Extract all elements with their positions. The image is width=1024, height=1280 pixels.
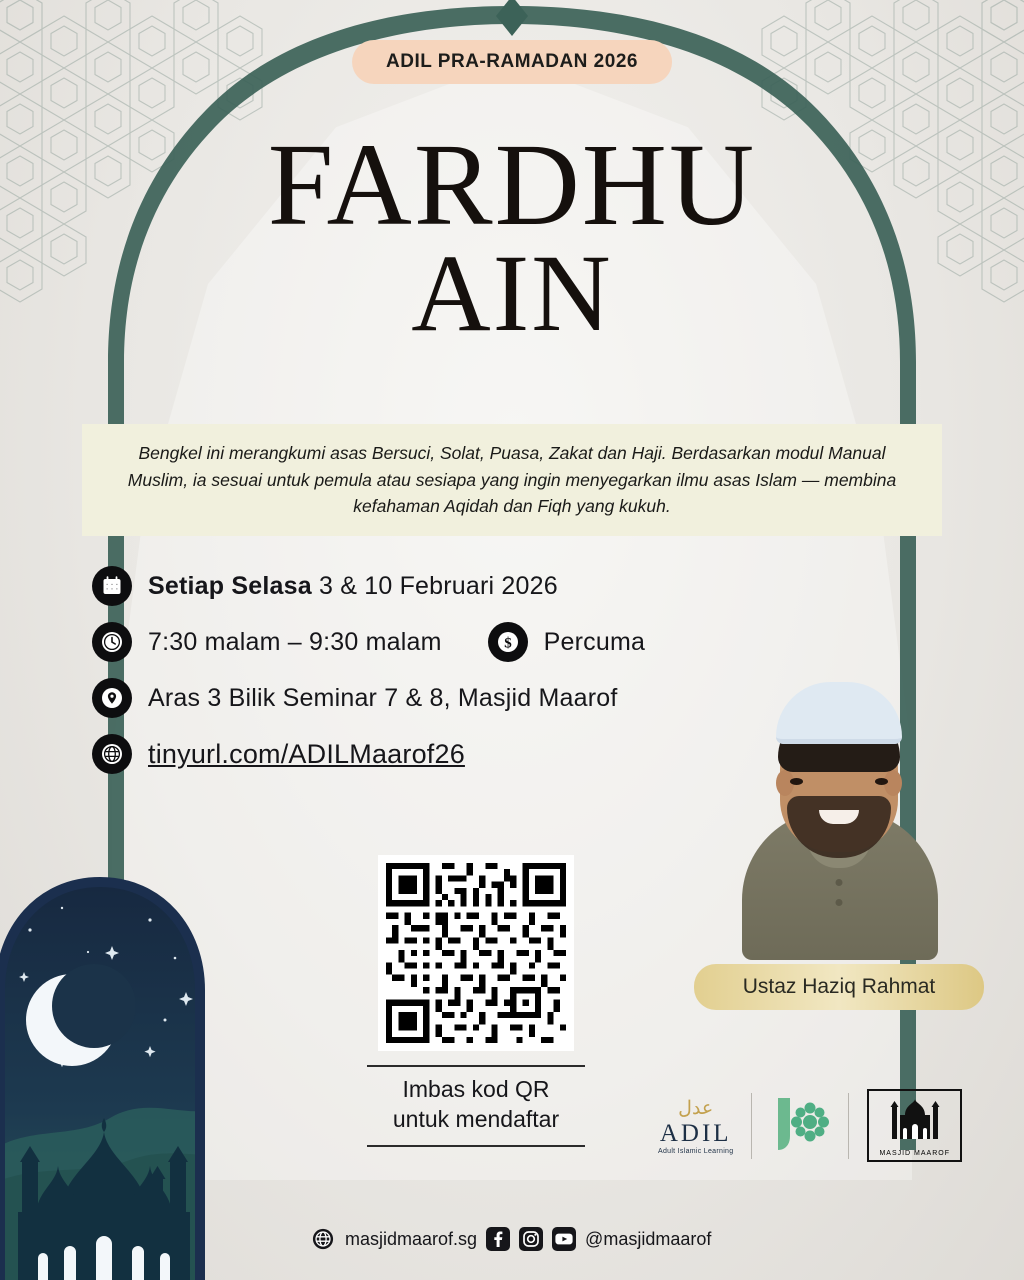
speaker-eye-left <box>790 778 803 785</box>
page-title <box>0 119 1024 355</box>
speaker-button-1 <box>836 879 843 886</box>
dollar-icon <box>488 622 528 662</box>
footer-website-text: masjidmaarof.sg <box>345 1228 478 1249</box>
masjid-maarof-logo-name: MASJID MAAROF <box>879 1150 950 1157</box>
qr-caption <box>367 1065 585 1147</box>
globe-icon-footer <box>310 1226 336 1252</box>
adil-logo <box>658 1097 733 1155</box>
facebook-icon[interactable] <box>486 1227 510 1251</box>
qr-code[interactable] <box>378 855 574 1051</box>
speaker-songkok-cap <box>776 682 902 744</box>
description-band: Bengkel ini merangkumi asas Bersuci, Solat, Puasa, Zakat dan Haji. Berdasarkan modul Manual Muslim, ia sesuai untuk pemula atau sesiapa yang ingin menyegarkan ilmu asas Islam — membina kefahaman Aqidah dan Fiqh yang kukuh. <box>82 424 942 536</box>
qr-caption-line-2: untuk mendaftar <box>392 1105 560 1132</box>
detail-date-rest: 3 & 10 Februari 2026 <box>311 571 558 600</box>
event-details <box>92 566 645 790</box>
adil-logo-name: ADIL <box>659 1119 732 1147</box>
qr-section <box>378 855 585 1147</box>
detail-price-text: Percuma <box>543 627 646 656</box>
speaker-photo <box>714 660 964 960</box>
title-line-1: FARDHU <box>267 119 757 250</box>
logo-divider-2 <box>848 1093 849 1159</box>
detail-venue-text: Aras 3 Bilik Seminar 7 & 8, Masjid Maarof <box>148 683 618 712</box>
title-line-2: AIN <box>411 232 613 355</box>
detail-time-text: 7:30 malam – 9:30 malam <box>148 627 442 656</box>
logo-divider-1 <box>751 1093 752 1159</box>
qr-caption-line-1: Imbas kod QR <box>402 1076 550 1102</box>
svg-text:$: $ <box>503 635 512 652</box>
speaker-eye-right <box>875 778 888 785</box>
detail-row-time-price <box>92 622 645 662</box>
adil-logo-subtitle: Adult Islamic Learning <box>657 1147 734 1155</box>
instagram-icon[interactable] <box>519 1227 543 1251</box>
detail-row-link[interactable] <box>92 734 645 774</box>
speaker-block <box>694 660 984 1010</box>
clock-icon <box>92 622 132 662</box>
footer-social-handle: @masjidmaarof <box>585 1228 712 1249</box>
location-pin-icon <box>92 678 132 718</box>
speaker-button-2 <box>836 899 843 906</box>
adil-logo-arabic: عدل <box>678 1097 714 1119</box>
detail-row-date <box>92 566 645 606</box>
footer-social-bar <box>310 1226 711 1252</box>
masjid-maarof-logo <box>867 1089 962 1162</box>
event-ribbon-label: ADIL PRA-RAMADAN 2026 <box>352 40 672 84</box>
detail-date-bold: Setiap Selasa <box>148 571 312 600</box>
mosque-night-illustration <box>0 860 300 1280</box>
calendar-icon <box>92 566 132 606</box>
detail-row-venue <box>92 678 645 718</box>
globe-icon <box>92 734 132 774</box>
logo-strip <box>658 1089 962 1162</box>
detail-date-text <box>148 572 558 601</box>
youtube-icon[interactable] <box>552 1227 576 1251</box>
muis-leaf-logo <box>770 1092 830 1159</box>
speaker-name-badge: Ustaz Haziq Rahmat <box>694 964 984 1010</box>
registration-link[interactable]: tinyurl.com/ADILMaarof26 <box>148 738 465 769</box>
